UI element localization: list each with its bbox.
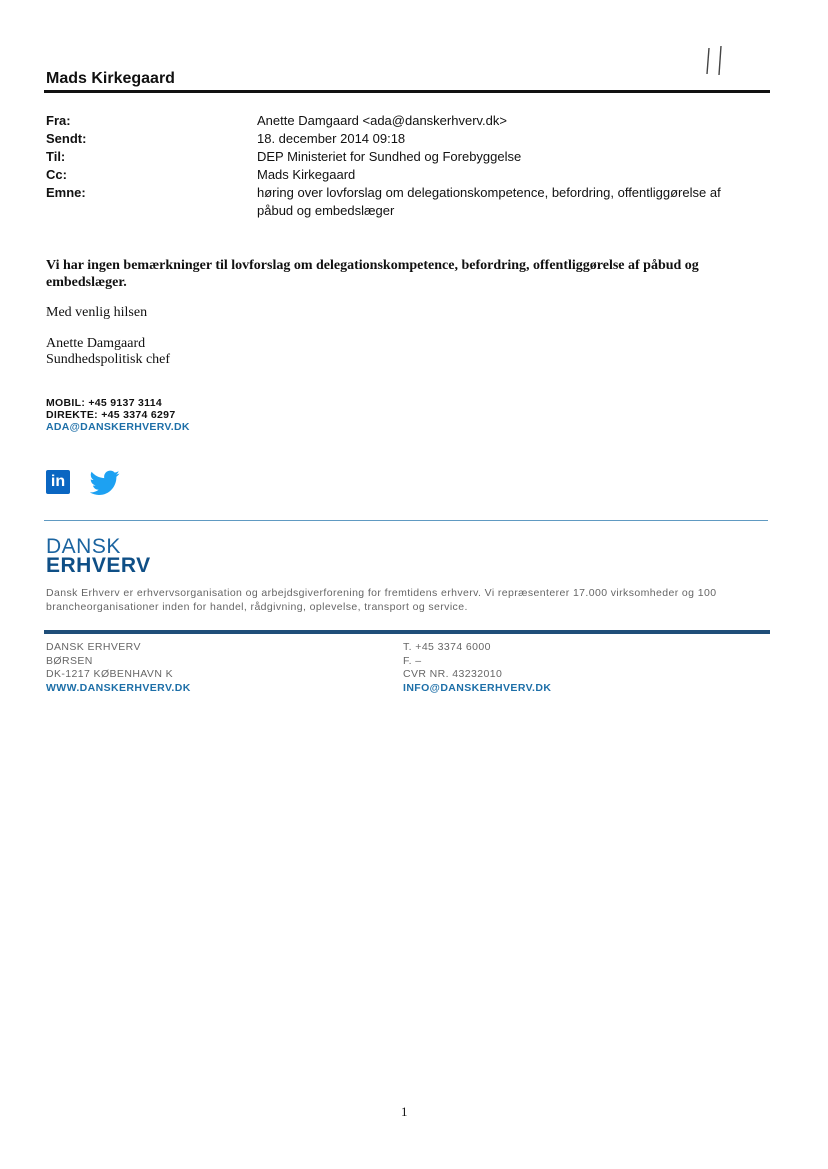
message-body-line2: embedslæger. <box>46 275 127 290</box>
closing-greeting: Med venlig hilsen <box>46 305 148 320</box>
footer-cvr: CVR NR. 43232010 <box>403 668 503 680</box>
email-link[interactable]: ADA@DANSKERHVERV.DK <box>46 421 190 433</box>
description-line1: Dansk Erhverv er erhvervsorganisation og arbejdsgiverforening for fremtidens erhverv. Vi repræsenterer 17.000 virksomheder og 100 <box>46 587 717 599</box>
header-divider <box>44 90 770 93</box>
handwritten-mark-icon <box>700 44 730 80</box>
signer-title: Sundhedspolitisk chef <box>46 352 171 367</box>
mailbox-owner-name: Mads Kirkegaard <box>46 70 175 87</box>
footer-email-link[interactable]: INFO@DANSKERHVERV.DK <box>403 681 552 694</box>
mobile-number: MOBIL: +45 9137 3114 <box>46 397 163 409</box>
footer-company: DANSK ERHVERV <box>46 641 141 653</box>
footer-phone: T. +45 3374 6000 <box>403 641 491 653</box>
cc-label: Cc: <box>46 167 67 182</box>
sent-value: 18. december 2014 09:18 <box>257 131 406 146</box>
twitter-icon[interactable] <box>90 470 120 496</box>
footer-fax: F. – <box>403 654 422 667</box>
page-number: 1 <box>401 1104 408 1119</box>
cc-value: Mads Kirkegaard <box>257 167 356 182</box>
to-value: DEP Ministeriet for Sundhed og Forebyggelse <box>257 149 522 164</box>
dansk-erhverv-logo-line2: ERHVERV <box>46 554 151 577</box>
footer-address <box>46 641 191 695</box>
message-body-line1: Vi har ingen bemærkninger til lovforslag om delegationskompetence, befordring, offentliggørelse af påbud og <box>46 258 699 273</box>
signer-name: Anette Damgaard <box>46 336 146 351</box>
subject-value-line1: høring over lovforslag om delegationskompetence, befordring, offentliggørelse af <box>257 185 721 200</box>
footer-website-link[interactable]: WWW.DANSKERHVERV.DK <box>46 681 191 694</box>
signature-divider <box>44 520 768 521</box>
subject-value-line2: påbud og embedslæger <box>257 203 395 218</box>
footer-divider <box>44 630 770 634</box>
sent-label: Sendt: <box>46 131 87 146</box>
linkedin-icon[interactable]: in <box>46 470 70 494</box>
to-label: Til: <box>46 149 66 164</box>
subject-label: Emne: <box>46 185 86 200</box>
from-label: Fra: <box>46 113 71 128</box>
direct-number: DIREKTE: +45 3374 6297 <box>46 409 176 421</box>
dansk-erhverv-logo-line1: DANSK <box>46 535 121 558</box>
from-value: Anette Damgaard <ada@danskerhverv.dk> <box>257 113 507 128</box>
organisation-description <box>46 586 766 614</box>
footer-contact <box>403 641 551 695</box>
footer-postcode: DK-1217 KØBENHAVN K <box>46 668 174 680</box>
description-line2: brancheorganisationer inden for handel, rådgivning, oplevelse, transport og service. <box>46 601 468 613</box>
footer-building: BØRSEN <box>46 654 93 667</box>
